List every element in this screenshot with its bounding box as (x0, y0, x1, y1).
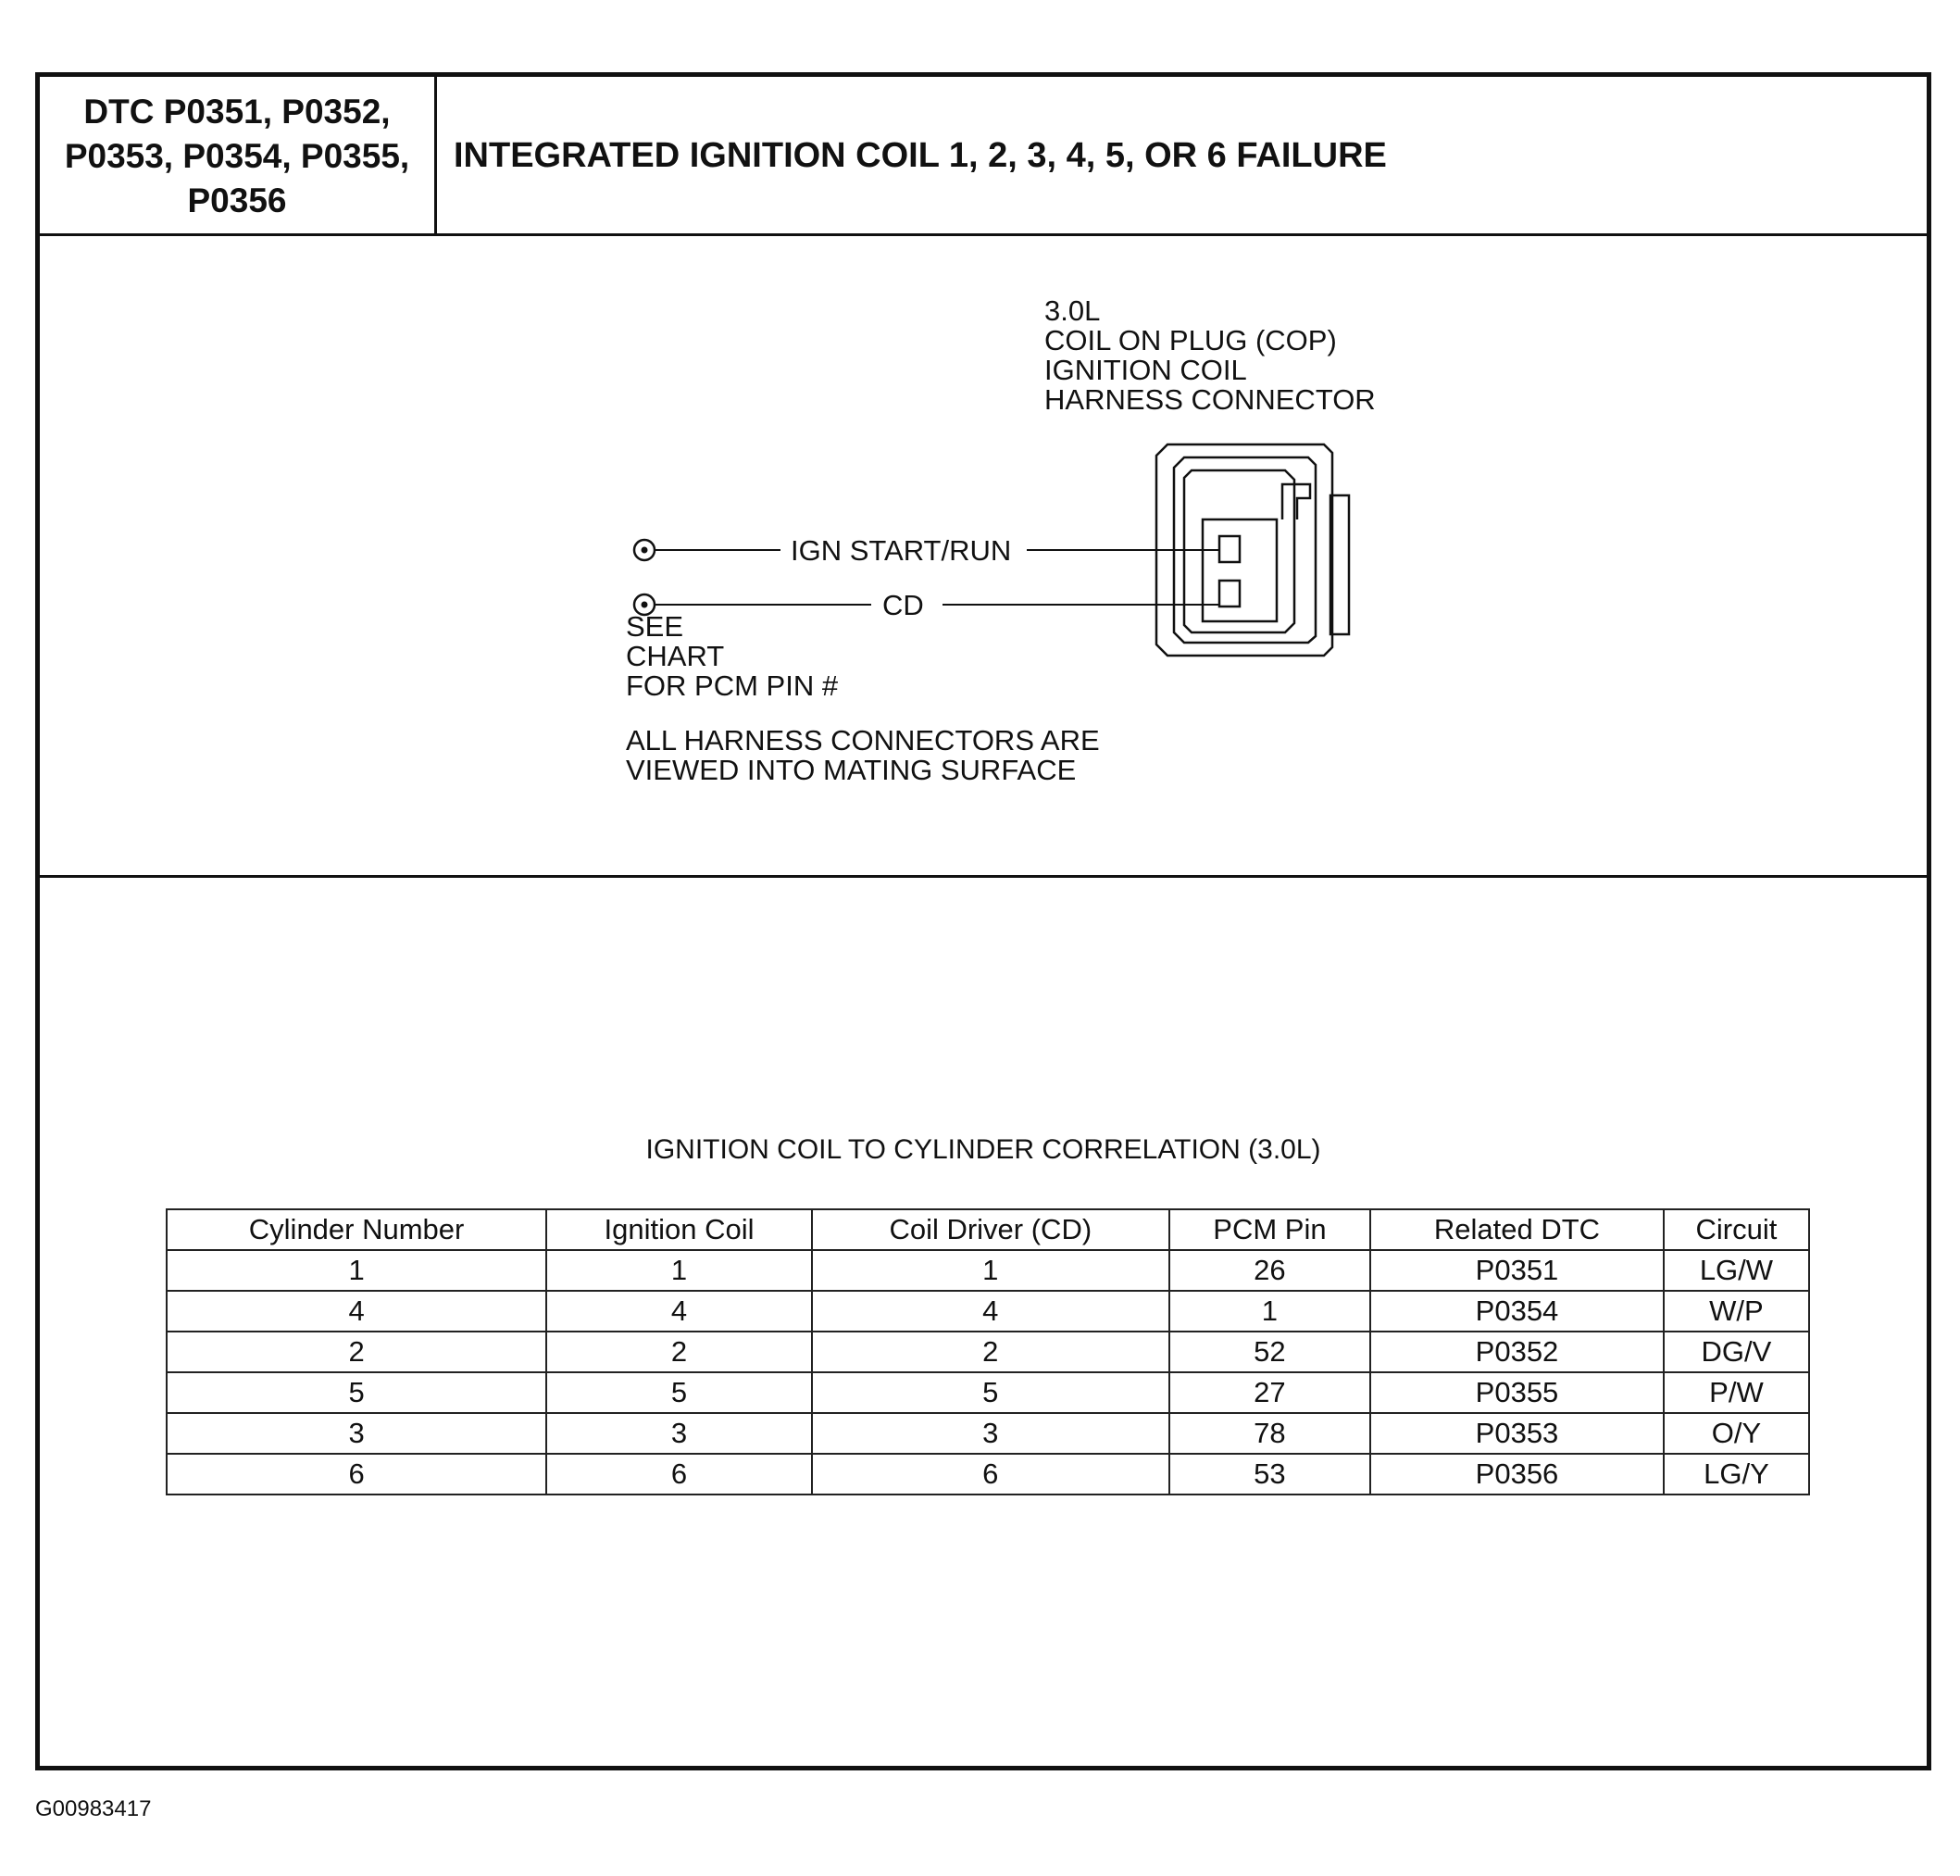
table-cell: 53 (1169, 1454, 1370, 1495)
table-row (167, 1454, 1809, 1495)
see-chart-line: SEE (626, 610, 684, 643)
table-cell: 5 (546, 1372, 812, 1413)
wire-cd (634, 589, 1219, 621)
see-chart-note (626, 610, 839, 702)
table-cell: 6 (812, 1454, 1169, 1495)
correlation-table (166, 1208, 1810, 1495)
connector-pin-2 (1219, 581, 1240, 607)
table-cell: 1 (812, 1250, 1169, 1291)
column-header: Coil Driver (CD) (812, 1209, 1169, 1250)
column-header: Circuit (1664, 1209, 1809, 1250)
connector-label-line: IGNITION COIL (1044, 354, 1247, 386)
table-row (167, 1372, 1809, 1413)
table-cell: 2 (546, 1332, 812, 1372)
connector-label-line: COIL ON PLUG (COP) (1044, 324, 1337, 356)
table-cell: 2 (812, 1332, 1169, 1372)
table-cell: P/W (1664, 1372, 1809, 1413)
table-cell: 26 (1169, 1250, 1370, 1291)
note-line: ALL HARNESS CONNECTORS ARE (626, 724, 1100, 757)
table-cell: LG/W (1664, 1250, 1809, 1291)
terminal-dot-icon (642, 547, 648, 554)
table-cell: 5 (812, 1372, 1169, 1413)
wire-label-cd: CD (882, 589, 924, 621)
table-cell: 2 (167, 1332, 546, 1372)
table-cell: 3 (167, 1413, 546, 1454)
table-cell: P0356 (1370, 1454, 1664, 1495)
table-cell: 1 (1169, 1291, 1370, 1332)
table-row (167, 1291, 1809, 1332)
table-cell: 1 (546, 1250, 812, 1291)
table-cell: LG/Y (1664, 1454, 1809, 1495)
column-header: Ignition Coil (546, 1209, 812, 1250)
dtc-line: P0356 (187, 181, 287, 219)
table-row (167, 1250, 1809, 1291)
table-cell: 6 (167, 1454, 546, 1495)
table-cell: 3 (812, 1413, 1169, 1454)
connector-label-line: HARNESS CONNECTOR (1044, 383, 1376, 416)
table-header-row (167, 1209, 1809, 1250)
table-cell: P0355 (1370, 1372, 1664, 1413)
figure-id: G00983417 (35, 1796, 152, 1821)
table-cell: O/Y (1664, 1413, 1809, 1454)
table-row (167, 1332, 1809, 1372)
dtc-line: P0353, P0354, P0355, (64, 136, 410, 175)
table-cell: W/P (1664, 1291, 1809, 1332)
table-title: IGNITION COIL TO CYLINDER CORRELATION (3.0L) (645, 1134, 1321, 1165)
connector-label (1044, 294, 1376, 416)
table-cell: 4 (546, 1291, 812, 1332)
column-header: PCM Pin (1169, 1209, 1370, 1250)
table-row (167, 1413, 1809, 1454)
mating-surface-note (626, 724, 1100, 786)
table-cell: P0354 (1370, 1291, 1664, 1332)
connector-pin-1 (1219, 536, 1240, 562)
terminal-dot-icon (642, 602, 648, 608)
wire-label-ign-start-run: IGN START/RUN (791, 534, 1012, 567)
dtc-line: DTC P0351, P0352, (83, 92, 391, 131)
table-cell: 52 (1169, 1332, 1370, 1372)
connector-label-line: 3.0L (1044, 294, 1101, 327)
table-cell: P0353 (1370, 1413, 1664, 1454)
see-chart-line: FOR PCM PIN # (626, 669, 839, 702)
table-cell: 3 (546, 1413, 812, 1454)
divider (40, 875, 1927, 878)
page-frame (35, 72, 1931, 1770)
wire-ign-start-run (634, 534, 1219, 567)
connector-diagram (40, 77, 1927, 873)
table-cell: 4 (812, 1291, 1169, 1332)
table-cell: P0352 (1370, 1332, 1664, 1372)
table-cell: 4 (167, 1291, 546, 1332)
column-header: Cylinder Number (167, 1209, 546, 1250)
page-title: INTEGRATED IGNITION COIL 1, 2, 3, 4, 5, OR 6 FAILURE (454, 136, 1387, 175)
table-cell: 6 (546, 1454, 812, 1495)
table-cell: 1 (167, 1250, 546, 1291)
see-chart-line: CHART (626, 640, 725, 672)
note-line: VIEWED INTO MATING SURFACE (626, 754, 1077, 786)
table-cell: 5 (167, 1372, 546, 1413)
table-cell: 78 (1169, 1413, 1370, 1454)
table-cell: DG/V (1664, 1332, 1809, 1372)
table-cell: P0351 (1370, 1250, 1664, 1291)
column-header: Related DTC (1370, 1209, 1664, 1250)
table-cell: 27 (1169, 1372, 1370, 1413)
